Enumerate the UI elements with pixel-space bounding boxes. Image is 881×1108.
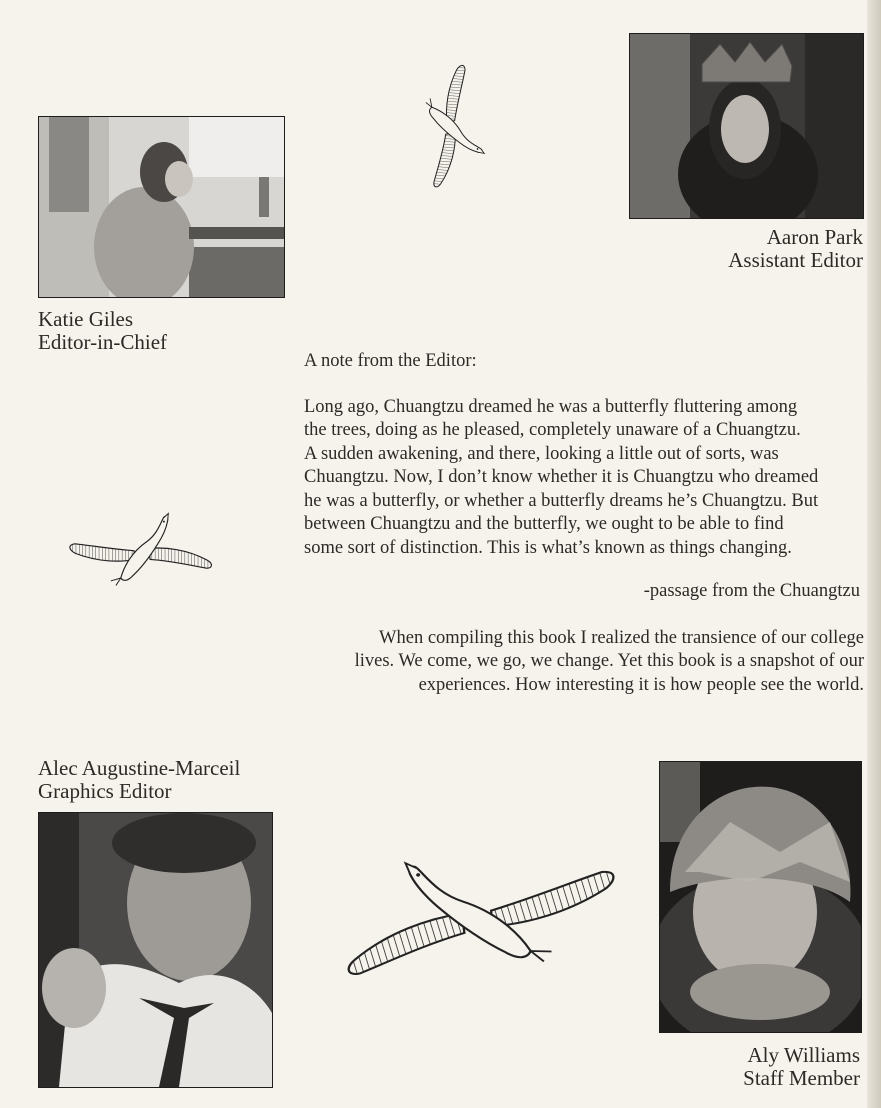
passage-attribution: -passage from the Chuangtzu	[643, 581, 860, 601]
passage-line: Long ago, Chuangtzu dreamed he was a butterfly fluttering among	[304, 396, 798, 417]
passage-line: the trees, doing as he pleased, completely unaware of a Chuangtzu.	[304, 420, 801, 440]
caption-aaron-park	[728, 226, 863, 272]
reflection-line: lives. We come, we go, we change. Yet this book is a snapshot of our	[354, 651, 864, 671]
person-name: Alec Augustine-Marceil	[38, 756, 241, 780]
reflection-line: experiences. How interesting it is how people see the world.	[418, 674, 864, 695]
editor-note	[304, 350, 864, 697]
person-title: Graphics Editor	[38, 779, 172, 803]
caption-aly-williams	[743, 1044, 860, 1090]
seagull-illustration-left	[90, 455, 200, 655]
passage-line: some sort of distinction. This is what’s known as things changing.	[304, 537, 792, 558]
passage-line: A sudden awakening, and there, looking a little out of sorts, was	[304, 443, 779, 464]
photo-alec-augustine-marceil	[38, 812, 273, 1088]
reflection-line: When compiling this book I realized the transience of our college	[379, 627, 864, 648]
seagull-illustration-bottom	[352, 848, 592, 998]
person-title: Assistant Editor	[728, 248, 863, 272]
photo-aaron-park	[629, 33, 864, 219]
person-name: Aly Williams	[747, 1043, 860, 1067]
passage-line: between Chuangtzu and the butterfly, we ought to be able to find	[304, 514, 784, 534]
photo-katie-giles	[38, 116, 285, 298]
seagull-illustration-top	[400, 60, 500, 200]
caption-katie-giles	[38, 308, 167, 354]
person-title: Staff Member	[743, 1066, 860, 1090]
passage-line: Chuangtzu. Now, I don’t know whether it is Chuangtzu who dreamed	[304, 467, 819, 487]
photo-aly-williams	[659, 761, 862, 1033]
note-heading: A note from the Editor:	[304, 351, 477, 371]
passage-line: he was a butterfly, or whether a butterfly dreams he’s Chuangtzu. But	[304, 490, 819, 511]
person-name: Aaron Park	[766, 225, 863, 249]
reflection	[304, 627, 864, 698]
page-edge	[867, 0, 881, 1108]
person-name: Katie Giles	[38, 307, 134, 331]
passage	[304, 396, 864, 561]
caption-alec-augustine-marceil	[38, 757, 240, 803]
person-title: Editor-in-Chief	[38, 330, 168, 354]
